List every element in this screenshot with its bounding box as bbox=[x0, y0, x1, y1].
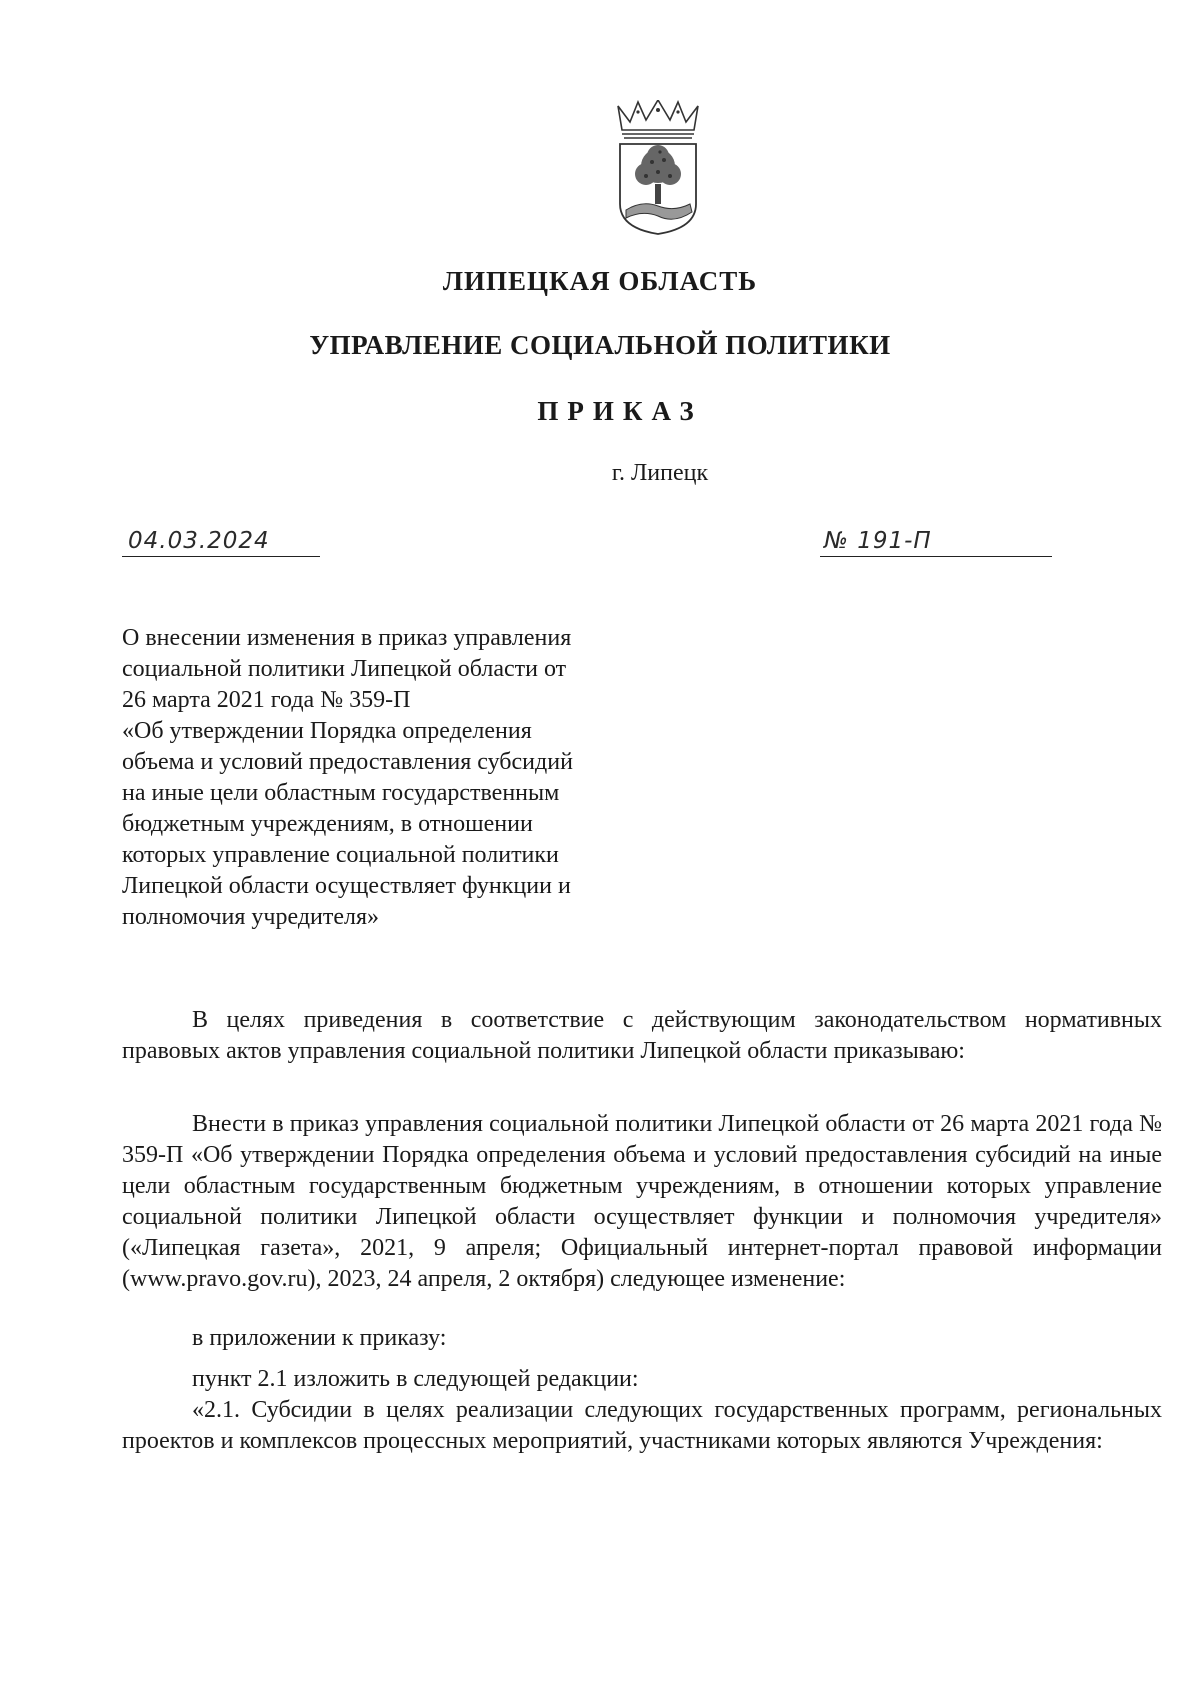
subject-line: которых управление социальной политики bbox=[122, 842, 559, 868]
coat-of-arms-icon bbox=[612, 100, 704, 236]
order-number-field bbox=[820, 520, 1052, 557]
clause-paragraph: пункт 2.1 изложить в следующей редакции: bbox=[192, 1366, 639, 1392]
subject-line: «Об утверждении Порядка определения bbox=[122, 718, 532, 744]
city-label: г. Липецк bbox=[611, 460, 709, 486]
order-subject bbox=[122, 623, 682, 933]
subject-line: бюджетным учреждениям, в отношении bbox=[122, 811, 533, 837]
document-type-heading: ПРИКАЗ bbox=[537, 396, 703, 426]
region-heading: ЛИПЕЦКАЯ ОБЛАСТЬ bbox=[442, 266, 758, 296]
order-body bbox=[122, 1005, 1162, 1457]
appendix-paragraph: в приложении к приказу: bbox=[192, 1325, 447, 1351]
department-heading: УПРАВЛЕНИЕ СОЦИАЛЬНОЙ ПОЛИТИКИ bbox=[309, 330, 891, 360]
subject-line: О внесении изменения в приказ управления bbox=[122, 625, 572, 651]
order-date-field bbox=[122, 520, 320, 557]
clause-text-paragraph: «2.1. Субсидии в целях реализации следующих государственных программ, региональных проектов и комплексов процессных мероприятий, участниками которых являются Учреждения: bbox=[122, 1397, 1162, 1454]
subject-line: Липецкой области осуществляет функции и bbox=[122, 873, 571, 899]
order-number-handwritten: № 191-П bbox=[824, 528, 932, 554]
order-date-handwritten: 04.03.2024 bbox=[128, 528, 270, 554]
subject-line: 26 марта 2021 года № 359-П bbox=[122, 687, 411, 713]
subject-line: социальной политики Липецкой области от bbox=[122, 656, 567, 682]
subject-line: объема и условий предоставления субсидий bbox=[122, 749, 573, 775]
preamble-paragraph: В целях приведения в соответствие с действующим законодательством нормативных правовых актов управления социальной политики Липецкой области приказываю: bbox=[122, 1007, 1162, 1064]
subject-line: полномочия учредителя» bbox=[122, 904, 380, 930]
subject-line: на иные цели областным государственным bbox=[122, 780, 560, 806]
amendment-paragraph: Внести в приказ управления социальной политики Липецкой области от 26 марта 2021 года № 359-П «Об утверждении Порядка определения объема и условий предоставления субсидий на иные цели областным государственным бюджетным учреждениям, в отношении которых управление социальной политики Липецкой области осуществляет функции и полномочия учредителя» («Липецкая газета», 2021, 9 апреля; Официальный интернет-портал правовой информации (www.pravo.gov.ru), 2023, 24 апреля, 2 октября) следующее изменение: bbox=[122, 1111, 1162, 1292]
